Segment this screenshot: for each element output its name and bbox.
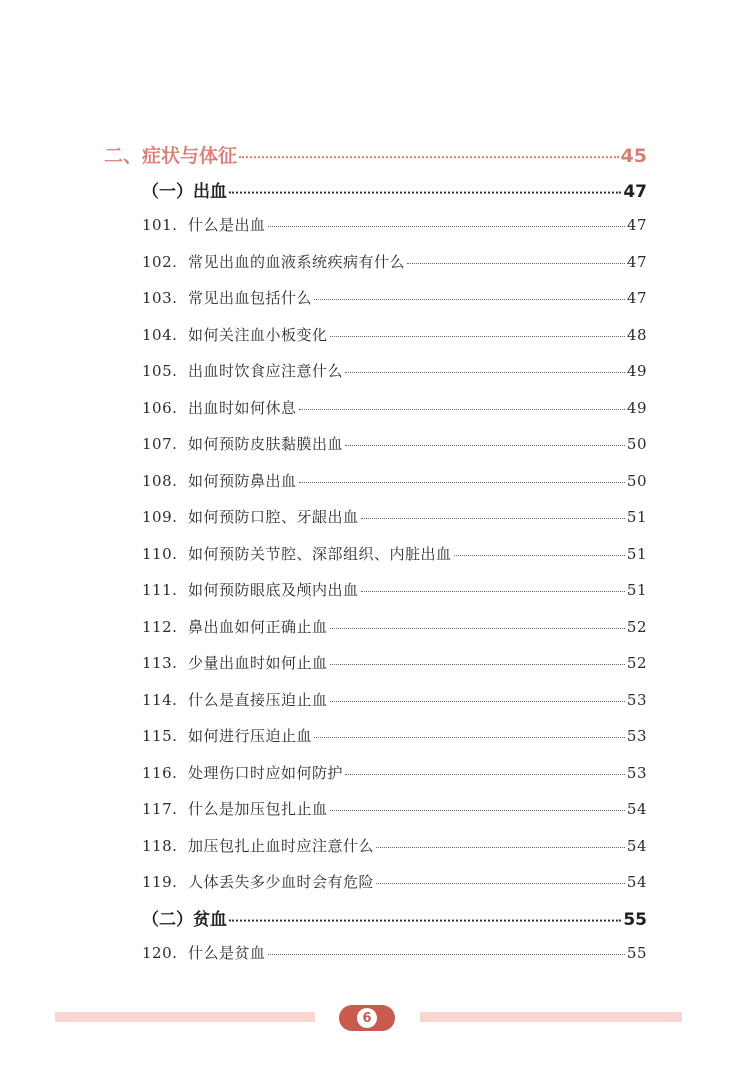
- toc-subsection-heading[interactable]: [142, 905, 647, 933]
- entry-label: [142, 506, 359, 527]
- entry-number: 120.: [142, 944, 178, 962]
- entry-title: 如何预防口腔、牙龈出血: [188, 508, 359, 526]
- toc-entry[interactable]: [142, 725, 647, 751]
- entry-title: 什么是直接压迫止血: [188, 690, 328, 709]
- toc-section-heading[interactable]: [104, 141, 647, 171]
- entry-label: [142, 287, 312, 308]
- entry-title: 常见出血的血液系统疾病有什么: [188, 252, 406, 271]
- entry-title: 什么是加压包扎止血: [188, 800, 328, 818]
- entry-number: 112.: [142, 617, 178, 636]
- entry-number: 108.: [142, 471, 178, 490]
- entry-title: 什么是出血: [188, 216, 266, 234]
- entry-page-number: 54: [626, 836, 647, 855]
- footer-band-left: [55, 1012, 315, 1022]
- dot-leader: [229, 906, 621, 922]
- entry-page-number: 50: [626, 471, 647, 490]
- entry-label: [142, 214, 266, 235]
- toc-entry[interactable]: [142, 579, 647, 605]
- entry-number: 109.: [142, 508, 178, 526]
- entry-number: 102.: [142, 252, 178, 271]
- entry-number: 101.: [142, 216, 178, 234]
- toc-entry[interactable]: [142, 652, 647, 678]
- entry-label: [142, 433, 343, 454]
- toc-entry[interactable]: [142, 543, 647, 569]
- entry-label: [142, 689, 328, 710]
- entry-title: 人体丢失多少血时会有危险: [188, 873, 375, 891]
- entry-label: [142, 871, 374, 892]
- entry-page-number: 54: [626, 800, 647, 818]
- toc-entry[interactable]: [142, 214, 647, 240]
- dot-leader: [299, 470, 625, 483]
- dot-leader: [330, 798, 625, 811]
- entry-title: 处理伤口时应如何防护: [188, 763, 344, 782]
- entry-number: 104.: [142, 325, 178, 344]
- entry-label: [142, 762, 343, 783]
- entry-title: 如何预防皮肤黏膜出血: [188, 435, 344, 453]
- entry-title: 常见出血包括什么: [188, 289, 313, 307]
- entry-label: [142, 251, 405, 272]
- dot-leader: [314, 725, 625, 738]
- entry-page-number: 51: [626, 544, 647, 563]
- entry-title: 什么是贫血: [188, 944, 266, 962]
- subsection-title: （一）出血: [142, 182, 227, 202]
- page-number-badge: [339, 1005, 395, 1031]
- footer-band-right: [420, 1012, 682, 1022]
- entry-label: [142, 616, 328, 637]
- toc-entry[interactable]: [142, 689, 647, 715]
- entry-title: 鼻出血如何正确止血: [188, 617, 328, 636]
- entry-title: 出血时如何休息: [188, 398, 297, 417]
- dot-leader: [407, 251, 625, 264]
- dot-leader: [239, 141, 619, 158]
- entry-page-number: 53: [626, 727, 647, 745]
- entry-label: [142, 652, 328, 673]
- toc-subsection-heading[interactable]: [142, 177, 647, 205]
- subsection-page-number: 55: [623, 910, 647, 930]
- entry-label: [142, 543, 452, 564]
- entry-page-number: 47: [626, 289, 647, 307]
- dot-leader: [345, 433, 625, 446]
- toc-entry[interactable]: [142, 397, 647, 423]
- entry-page-number: 52: [626, 654, 647, 672]
- toc-entry[interactable]: [142, 762, 647, 788]
- toc-entry[interactable]: [142, 835, 647, 861]
- entry-title: 如何预防眼底及颅内出血: [188, 581, 359, 599]
- dot-leader: [330, 652, 625, 665]
- entry-label: [142, 397, 297, 418]
- entry-title: 少量出血时如何止血: [188, 654, 328, 672]
- entry-label: [142, 324, 328, 345]
- entry-number: 111.: [142, 581, 178, 599]
- entry-page-number: 49: [626, 362, 647, 380]
- entry-number: 113.: [142, 654, 178, 672]
- entry-page-number: 55: [626, 944, 647, 962]
- dot-leader: [454, 543, 625, 556]
- entry-label: [142, 470, 297, 491]
- entry-number: 115.: [142, 727, 178, 745]
- section-title: 二、症状与体征: [104, 145, 238, 167]
- toc-entry[interactable]: [142, 324, 647, 350]
- entry-page-number: 47: [626, 252, 647, 271]
- entry-title: 如何预防鼻出血: [188, 471, 297, 490]
- section-page-number: 45: [620, 145, 647, 167]
- entry-number: 110.: [142, 544, 178, 563]
- dot-leader: [345, 360, 625, 373]
- entry-number: 106.: [142, 398, 178, 417]
- dot-leader: [376, 835, 625, 848]
- entry-title: 如何预防关节腔、深部组织、内脏出血: [188, 544, 452, 563]
- entry-label: [142, 942, 266, 963]
- entry-page-number: 51: [626, 508, 647, 526]
- entry-number: 103.: [142, 289, 178, 307]
- dot-leader: [229, 178, 621, 194]
- toc-entry[interactable]: [142, 616, 647, 642]
- entry-title: 加压包扎止血时应注意什么: [188, 836, 375, 855]
- toc-entry[interactable]: [142, 470, 647, 496]
- page-number: 6: [357, 1008, 377, 1028]
- toc-entry[interactable]: [142, 360, 647, 386]
- entry-label: [142, 835, 374, 856]
- subsection-title: （二）贫血: [142, 910, 227, 930]
- entry-title: 如何进行压迫止血: [188, 727, 313, 745]
- entry-label: [142, 798, 328, 819]
- entry-label: [142, 579, 359, 600]
- dot-leader: [330, 324, 625, 337]
- entry-page-number: 52: [626, 617, 647, 636]
- dot-leader: [361, 579, 625, 592]
- entry-page-number: 53: [626, 763, 647, 782]
- entry-title: 出血时饮食应注意什么: [188, 362, 344, 380]
- toc-entry[interactable]: [142, 871, 647, 897]
- entry-page-number: 50: [626, 435, 647, 453]
- dot-leader: [268, 942, 625, 955]
- dot-leader: [314, 287, 625, 300]
- toc-entry[interactable]: [142, 287, 647, 313]
- entry-number: 105.: [142, 362, 178, 380]
- dot-leader: [330, 616, 625, 629]
- entry-label: [142, 360, 343, 381]
- entry-label: [142, 725, 312, 746]
- subsection-page-number: 47: [623, 182, 647, 202]
- toc-entry[interactable]: [142, 942, 647, 968]
- entry-page-number: 48: [626, 325, 647, 344]
- dot-leader: [299, 397, 625, 410]
- dot-leader: [361, 506, 625, 519]
- entry-page-number: 47: [626, 216, 647, 234]
- entry-number: 107.: [142, 435, 178, 453]
- dot-leader: [330, 689, 625, 702]
- toc-entry[interactable]: [142, 506, 647, 532]
- entry-number: 116.: [142, 763, 178, 782]
- entry-number: 114.: [142, 690, 178, 709]
- entry-number: 117.: [142, 800, 178, 818]
- entry-number: 118.: [142, 836, 178, 855]
- entry-title: 如何关注血小板变化: [188, 325, 328, 344]
- entry-page-number: 49: [626, 398, 647, 417]
- dot-leader: [268, 214, 625, 227]
- entry-page-number: 54: [626, 873, 647, 891]
- entry-number: 119.: [142, 873, 178, 891]
- entry-page-number: 53: [626, 690, 647, 709]
- entry-page-number: 51: [626, 581, 647, 599]
- toc-entry[interactable]: [142, 433, 647, 459]
- toc-entry[interactable]: [142, 798, 647, 824]
- dot-leader: [376, 871, 625, 884]
- dot-leader: [345, 762, 625, 775]
- toc-entry[interactable]: [142, 251, 647, 277]
